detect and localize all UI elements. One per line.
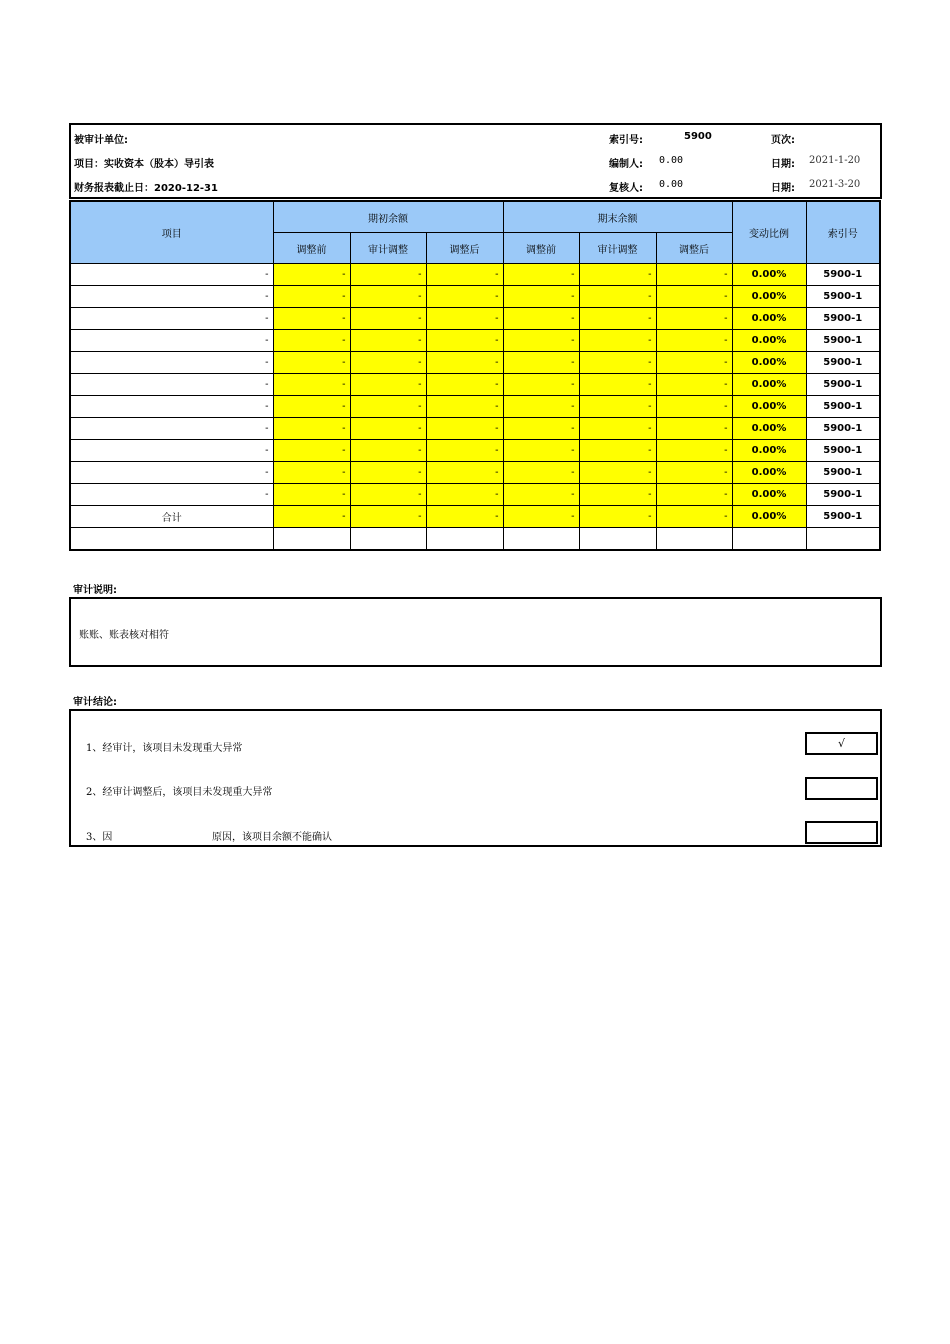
row-ratio[interactable]: 0.00%: [732, 352, 806, 374]
row-cell-e2[interactable]: -: [579, 484, 656, 506]
sub-begin-audit: 审计调整: [350, 233, 426, 264]
row-item-name[interactable]: -: [70, 396, 273, 418]
blank-cell[interactable]: [732, 528, 806, 551]
row-cell-b2[interactable]: -: [350, 462, 426, 484]
conclusion-label: 审计结论:: [73, 697, 117, 708]
row-cell-e2[interactable]: -: [579, 264, 656, 286]
reviewer-value: 0.00: [659, 179, 684, 190]
row-cell-e3[interactable]: -: [656, 352, 732, 374]
row-cell-e2[interactable]: -: [579, 440, 656, 462]
row-cell-e3[interactable]: -: [656, 462, 732, 484]
preparer-value: 0.00: [659, 155, 684, 166]
row-cell-e3[interactable]: -: [656, 396, 732, 418]
table-row: [70, 352, 880, 374]
notes-box[interactable]: [69, 597, 882, 667]
row-cell-b3[interactable]: -: [426, 330, 503, 352]
notes-label: 审计说明:: [73, 585, 117, 596]
row-cell-b1[interactable]: -: [273, 396, 350, 418]
row-cell-b2[interactable]: -: [350, 374, 426, 396]
row-item-name[interactable]: -: [70, 484, 273, 506]
row-cell-b2[interactable]: -: [350, 352, 426, 374]
row-cell-b2[interactable]: -: [350, 286, 426, 308]
sub-end-audit: 审计调整: [579, 233, 656, 264]
prepare-date-label: 日期:: [771, 159, 795, 170]
row-index[interactable]: 5900-1: [806, 308, 880, 330]
row-cell-b3[interactable]: -: [426, 462, 503, 484]
row-cell-b1[interactable]: -: [273, 264, 350, 286]
total-index[interactable]: 5900-1: [806, 506, 880, 528]
conclusion-item-2: 2、经审计调整后，该项目未发现重大异常: [86, 787, 273, 798]
table-row: [70, 308, 880, 330]
row-cell-e3[interactable]: -: [656, 484, 732, 506]
capital-lead-table: [69, 200, 881, 551]
blank-cell[interactable]: [426, 528, 503, 551]
row-cell-b3[interactable]: -: [426, 286, 503, 308]
row-cell-b1[interactable]: -: [273, 484, 350, 506]
row-item-name[interactable]: -: [70, 374, 273, 396]
row-cell-b3[interactable]: -: [426, 484, 503, 506]
row-cell-b1[interactable]: -: [273, 462, 350, 484]
table-row: [70, 484, 880, 506]
row-cell-e1[interactable]: -: [503, 308, 579, 330]
sub-begin-after: 调整后: [426, 233, 503, 264]
row-cell-b3[interactable]: -: [426, 418, 503, 440]
total-e3[interactable]: -: [656, 506, 732, 528]
row-ratio[interactable]: 0.00%: [732, 374, 806, 396]
row-index[interactable]: 5900-1: [806, 374, 880, 396]
row-cell-e3[interactable]: -: [656, 440, 732, 462]
row-cell-b1[interactable]: -: [273, 286, 350, 308]
preparer-label: 编制人:: [609, 159, 643, 170]
row-cell-b3[interactable]: -: [426, 374, 503, 396]
total-ratio[interactable]: 0.00%: [732, 506, 806, 528]
table-row: [70, 462, 880, 484]
blank-cell[interactable]: [350, 528, 426, 551]
sub-end-after: 调整后: [656, 233, 732, 264]
row-cell-e1[interactable]: -: [503, 440, 579, 462]
project-title: 项目：实收资本（股本）导引表: [74, 159, 214, 170]
row-cell-b1[interactable]: -: [273, 418, 350, 440]
row-ratio[interactable]: 0.00%: [732, 308, 806, 330]
table-row: [70, 286, 880, 308]
table-row: [70, 440, 880, 462]
row-index[interactable]: 5900-1: [806, 264, 880, 286]
row-cell-e1[interactable]: -: [503, 396, 579, 418]
row-cell-b1[interactable]: -: [273, 374, 350, 396]
row-ratio[interactable]: 0.00%: [732, 418, 806, 440]
blank-cell[interactable]: [656, 528, 732, 551]
row-item-name[interactable]: -: [70, 462, 273, 484]
row-cell-e2[interactable]: -: [579, 462, 656, 484]
col-change-header: 变动比例: [732, 201, 806, 264]
row-item-name[interactable]: -: [70, 308, 273, 330]
table-row: [70, 396, 880, 418]
row-index[interactable]: 5900-1: [806, 286, 880, 308]
total-b1[interactable]: -: [273, 506, 350, 528]
row-cell-e1[interactable]: -: [503, 374, 579, 396]
row-ratio[interactable]: 0.00%: [732, 440, 806, 462]
conclusion-box: [69, 709, 882, 847]
notes-text: 账账、账表核对相符: [79, 630, 169, 641]
row-cell-e1[interactable]: -: [503, 418, 579, 440]
sub-begin-before: 调整前: [273, 233, 350, 264]
sub-end-before: 调整前: [503, 233, 579, 264]
prepare-date-value: 2021-1-20: [809, 155, 861, 166]
row-cell-e1[interactable]: -: [503, 462, 579, 484]
blank-cell[interactable]: [273, 528, 350, 551]
reviewer-label: 复核人:: [609, 183, 643, 194]
index-label: 索引号:: [609, 135, 643, 146]
row-cell-e2[interactable]: -: [579, 352, 656, 374]
row-cell-b2[interactable]: -: [350, 484, 426, 506]
row-cell-b1[interactable]: -: [273, 440, 350, 462]
conclusion-item-1: 1、经审计，该项目未发现重大异常: [86, 743, 243, 754]
row-cell-e3[interactable]: -: [656, 330, 732, 352]
row-cell-b1[interactable]: -: [273, 352, 350, 374]
group-end-header: 期末余额: [503, 201, 732, 233]
total-label: 合计: [70, 506, 273, 528]
total-b2[interactable]: -: [350, 506, 426, 528]
row-cell-e2[interactable]: -: [579, 308, 656, 330]
row-ratio[interactable]: 0.00%: [732, 484, 806, 506]
row-cell-b3[interactable]: -: [426, 352, 503, 374]
row-cell-b1[interactable]: -: [273, 330, 350, 352]
row-cell-e1[interactable]: -: [503, 352, 579, 374]
total-e2[interactable]: -: [579, 506, 656, 528]
row-cell-e2[interactable]: -: [579, 286, 656, 308]
conclusion-check-1[interactable]: √: [805, 732, 878, 755]
row-index[interactable]: 5900-1: [806, 418, 880, 440]
total-b3[interactable]: -: [426, 506, 503, 528]
row-cell-e1[interactable]: -: [503, 484, 579, 506]
row-cell-b2[interactable]: -: [350, 308, 426, 330]
row-item-name[interactable]: -: [70, 286, 273, 308]
row-index[interactable]: 5900-1: [806, 352, 880, 374]
blank-cell[interactable]: [806, 528, 880, 551]
row-cell-b1[interactable]: -: [273, 308, 350, 330]
row-cell-e2[interactable]: -: [579, 374, 656, 396]
row-ratio[interactable]: 0.00%: [732, 396, 806, 418]
conclusion-item-3a: 3、因: [86, 832, 113, 843]
index-value: 5900: [684, 131, 712, 142]
review-date-value: 2021-3-20: [809, 179, 861, 190]
row-item-name[interactable]: -: [70, 352, 273, 374]
row-cell-b2[interactable]: -: [350, 440, 426, 462]
row-cell-b2[interactable]: -: [350, 264, 426, 286]
row-cell-b3[interactable]: -: [426, 264, 503, 286]
row-cell-e3[interactable]: -: [656, 374, 732, 396]
row-cell-b3[interactable]: -: [426, 396, 503, 418]
group-begin-header: 期初余额: [273, 201, 503, 233]
row-cell-b2[interactable]: -: [350, 330, 426, 352]
row-item-name[interactable]: -: [70, 418, 273, 440]
row-cell-b2[interactable]: -: [350, 418, 426, 440]
table-row: [70, 330, 880, 352]
row-cell-b2[interactable]: -: [350, 396, 426, 418]
row-cell-e1[interactable]: -: [503, 264, 579, 286]
row-cell-e3[interactable]: -: [656, 264, 732, 286]
row-ratio[interactable]: 0.00%: [732, 264, 806, 286]
page-label: 页次:: [771, 135, 795, 146]
table-row: [70, 264, 880, 286]
blank-cell[interactable]: [70, 528, 273, 551]
row-ratio[interactable]: 0.00%: [732, 462, 806, 484]
row-item-name[interactable]: -: [70, 440, 273, 462]
report-header: [69, 123, 882, 199]
row-index[interactable]: 5900-1: [806, 330, 880, 352]
conclusion-check-2[interactable]: [805, 777, 878, 800]
row-index[interactable]: 5900-1: [806, 462, 880, 484]
row-cell-e2[interactable]: -: [579, 330, 656, 352]
blank-row: [70, 528, 880, 551]
blank-cell[interactable]: [503, 528, 579, 551]
row-item-name[interactable]: -: [70, 330, 273, 352]
auditee-label: 被审计单位:: [74, 135, 128, 146]
col-item-header: 项目: [70, 201, 273, 264]
row-cell-e2[interactable]: -: [579, 418, 656, 440]
row-cell-e1[interactable]: -: [503, 286, 579, 308]
row-cell-b3[interactable]: -: [426, 440, 503, 462]
row-item-name[interactable]: -: [70, 264, 273, 286]
col-index-header: 索引号: [806, 201, 880, 264]
row-cell-e3[interactable]: -: [656, 418, 732, 440]
row-cell-e1[interactable]: -: [503, 330, 579, 352]
total-e1[interactable]: -: [503, 506, 579, 528]
row-ratio[interactable]: 0.00%: [732, 286, 806, 308]
table-row: [70, 418, 880, 440]
row-index[interactable]: 5900-1: [806, 396, 880, 418]
review-date-label: 日期:: [771, 183, 795, 194]
table-row: [70, 374, 880, 396]
row-cell-b3[interactable]: -: [426, 308, 503, 330]
row-ratio[interactable]: 0.00%: [732, 330, 806, 352]
conclusion-check-3[interactable]: [805, 821, 878, 844]
row-cell-e2[interactable]: -: [579, 396, 656, 418]
report-date: 财务报表截止日：2020-12-31: [74, 183, 218, 194]
row-index[interactable]: 5900-1: [806, 440, 880, 462]
conclusion-item-3b: 原因，该项目余额不能确认: [212, 832, 332, 843]
total-row: [70, 506, 880, 528]
row-index[interactable]: 5900-1: [806, 484, 880, 506]
row-cell-e3[interactable]: -: [656, 308, 732, 330]
row-cell-e3[interactable]: -: [656, 286, 732, 308]
blank-cell[interactable]: [579, 528, 656, 551]
